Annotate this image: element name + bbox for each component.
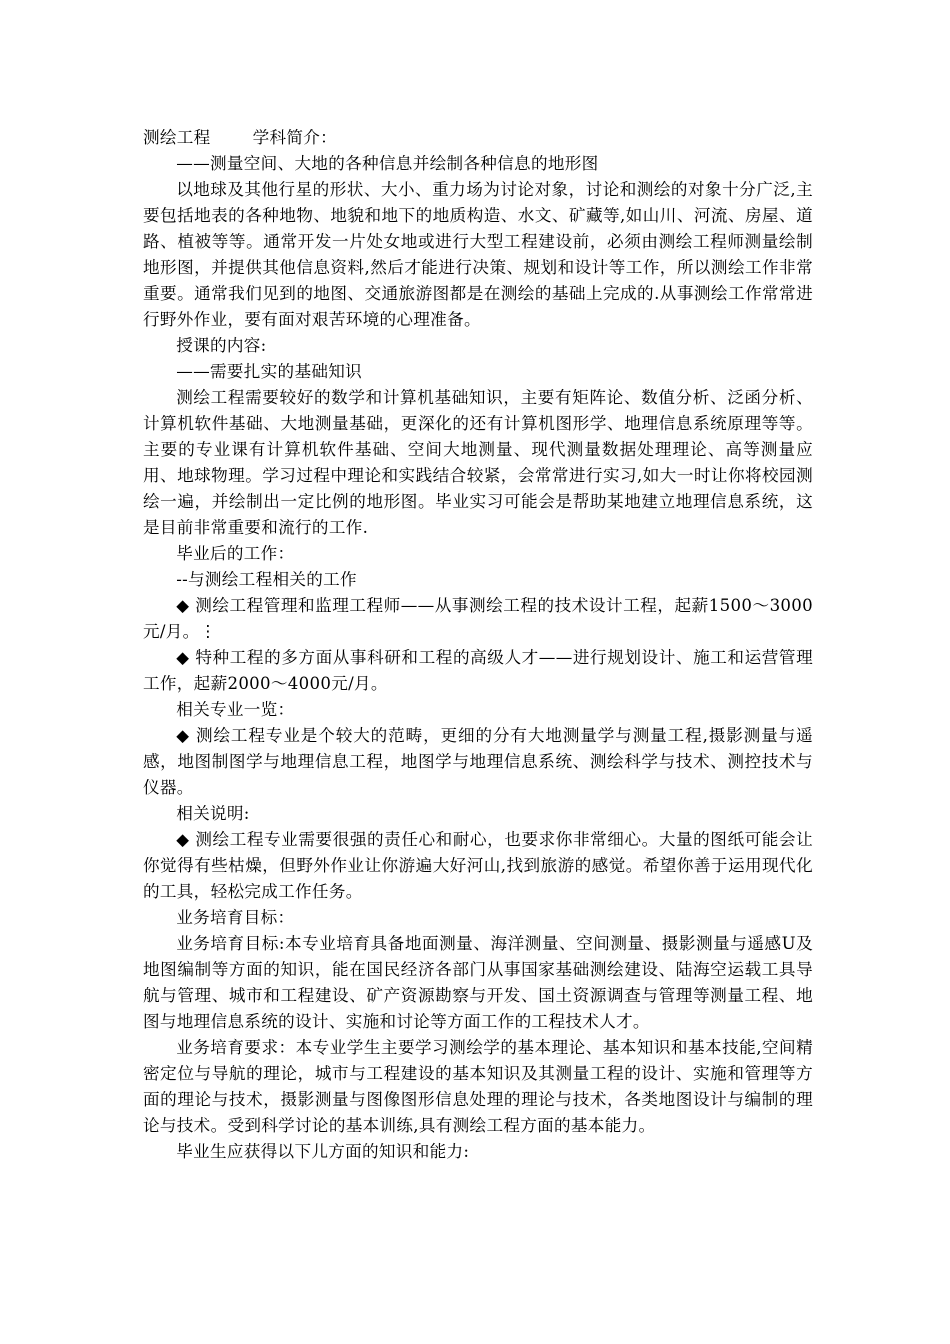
intro-subtitle: ——测量空间、大地的各种信息并绘制各种信息的地形图 bbox=[176, 154, 599, 173]
job-subtitle: --与测绘工程相关的工作 bbox=[176, 570, 357, 589]
intro-paragraph: 以地球及其他行星的形状、大小、重力场为讨论对象，讨论和测绘的对象十分广泛,主要包括地表的各种地物、地貌和地下的地质构造、水文、矿藏等,如山川、河流、房屋、道路、植被等等。通常开发一片处女地或进行大型工程建设前，必须由测绘工程师测量绘制地形图，并提供其他信息资料,然后才能进行决策、规划和设计等工作，所以测绘工作非常重要。通常我们见到的地图、交通旅游图都是在测绘的基础上完成的.从事测绘工作常常进行野外作业，要有面对艰苦环境的心理准备。 bbox=[143, 180, 813, 329]
related-majors-paragraph: ◆ 测绘工程专业是个较大的范畴，更细的分有大地测量学与测量工程,摄影测量与遥感，地图制图学与地理信息工程，地图学与地理信息系统、测绘科学与技术、测控技术与仪器。 bbox=[143, 726, 813, 797]
title-subject: 测绘工程 bbox=[143, 128, 211, 147]
related-majors-heading: 相关专业一览： bbox=[176, 700, 295, 719]
training-goal-heading: 业务培育目标： bbox=[176, 908, 295, 927]
title-section: 学科简介： bbox=[252, 128, 338, 147]
notes-heading: 相关说明: bbox=[176, 804, 250, 823]
document-page bbox=[143, 125, 813, 1165]
notes-paragraph: ◆ 测绘工程专业需要很强的责任心和耐心，也要求你非常细心。大量的图纸可能会让你觉得有些枯燥，但野外作业让你游遍大好河山,找到旅游的感觉。希望你善于运用现代化的工具，轻松完成工作任务。 bbox=[143, 830, 813, 901]
document-title bbox=[143, 125, 813, 151]
training-goal-paragraph: 业务培育目标:本专业培育具备地面测量、海洋测量、空间测量、摄影测量与遥感U及地图编制等方面的知识，能在国民经济各部门从事国家基础测绘建设、陆海空运载工具导航与管理、城市和工程建设、矿产资源勘察与开发、国土资源调查与管理等测量工程、地图与地理信息系统的设计、实施和讨论等方面工作的工程技术人才。 bbox=[143, 934, 813, 1031]
job-item-1: ◆ 测绘工程管理和监理工程师——从事测绘工程的技术设计工程，起薪1500～3000元/月。⋮ bbox=[143, 596, 813, 641]
course-subtitle: ——需要扎实的基础知识 bbox=[176, 362, 363, 381]
abilities-heading: 毕业生应获得以下儿方面的知识和能力: bbox=[176, 1142, 470, 1161]
training-requirement-paragraph: 业务培育要求：本专业学生主要学习测绘学的基本理论、基本知识和基本技能,空间精密定位与导航的理论，城市与工程建设的基本知识及其测量工程的设计、实施和管理等方面的理论与技术，摄影测量与图像图形信息处理的理论与技术，各类地图设计与编制的理论与技术。受到科学讨论的基本训练,具有测绘工程方面的基本能力。 bbox=[143, 1038, 813, 1135]
job-item-2: ◆ 特种工程的多方面从事科研和工程的高级人才——进行规划设计、施工和运营管理工作，起薪2000～4000元/月。 bbox=[143, 648, 813, 693]
course-paragraph: 测绘工程需要较好的数学和计算机基础知识，主要有矩阵论、数值分析、泛函分析、计算机软件基础、大地测量基础，更深化的还有计算机图形学、地理信息系统原理等等。主要的专业课有计算机软件基础、空间大地测量、现代测量数据处理理论、高等测量应用、地球物理。学习过程中理论和实践结合较紧，会常常进行实习,如大一时让你将校园测绘一遍，并绘制出一定比例的地形图。毕业实习可能会是帮助某地建立地理信息系统，这是目前非常重要和流行的工作. bbox=[143, 388, 813, 537]
job-heading: 毕业后的工作： bbox=[176, 544, 295, 563]
course-heading: 授课的内容: bbox=[176, 336, 267, 355]
